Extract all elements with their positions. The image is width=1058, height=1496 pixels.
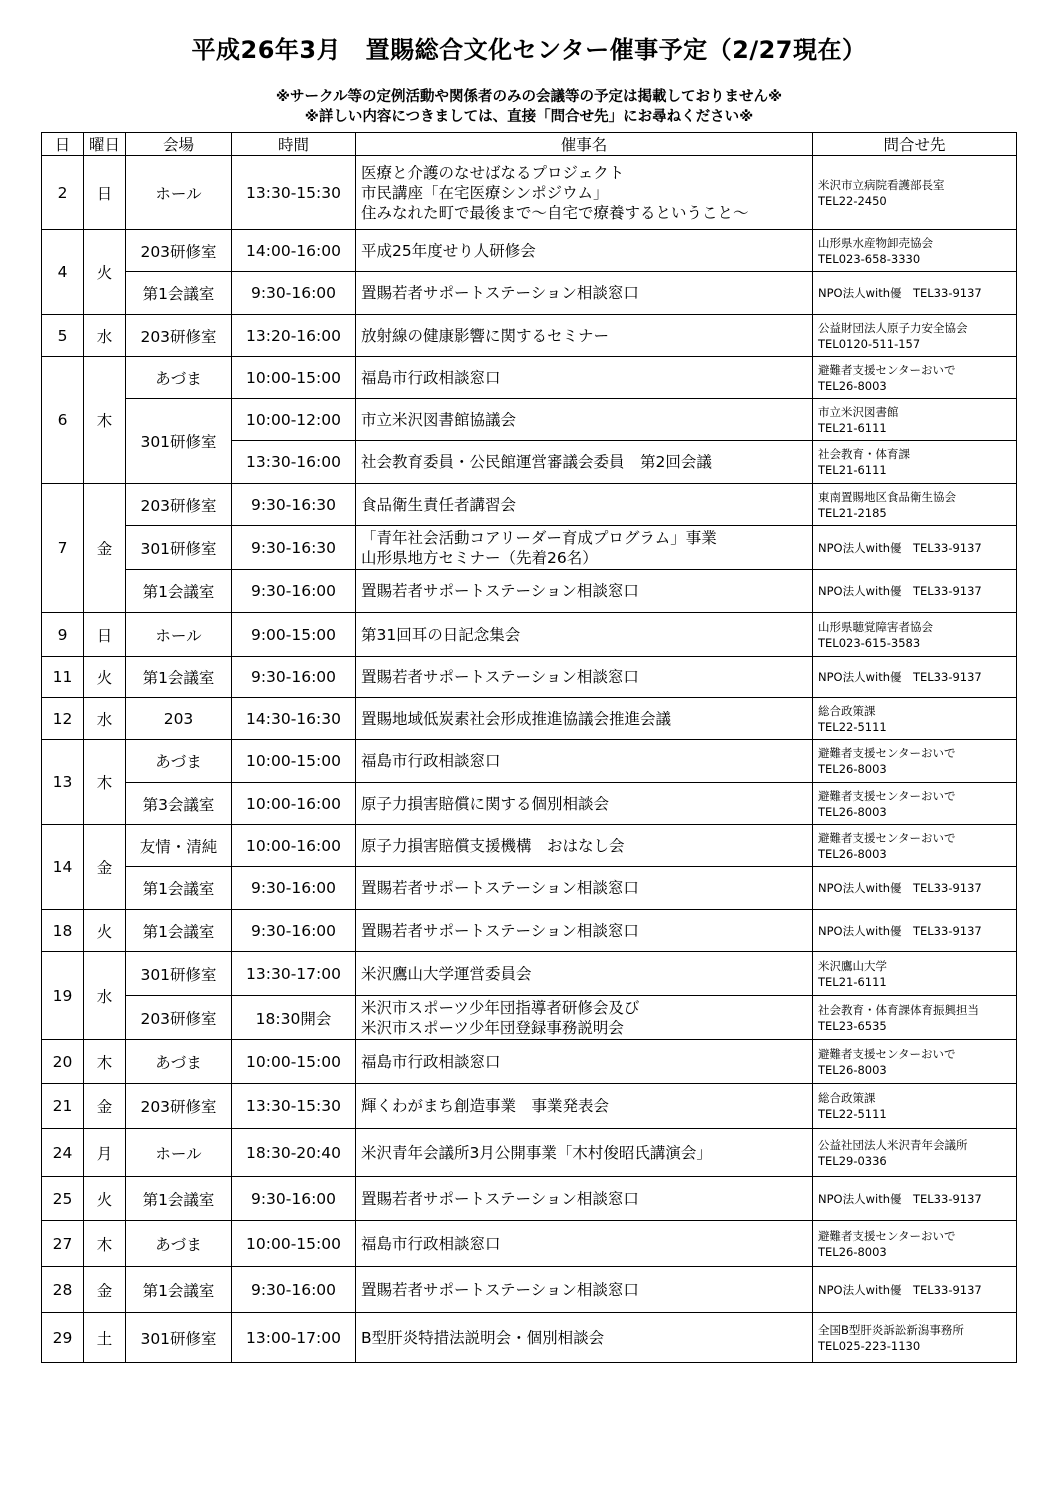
event-name-line: 住みなれた町で最後まで～自宅で療養するということ～ xyxy=(361,203,749,222)
contact-cell xyxy=(813,272,1017,315)
event-name-line: 置賜地域低炭素社会形成推進協議会推進会議 xyxy=(361,709,672,728)
time-cell: 10:00-12:00 xyxy=(232,399,356,441)
contact-phone: TEL21-6111 xyxy=(818,463,887,477)
contact-name: NPO法人with優 TEL33-9137 xyxy=(818,1282,982,1297)
event-name-line: 市民講座「在宅医療シンポジウム」 xyxy=(361,183,609,202)
venue-cell: 203研修室 xyxy=(126,315,232,357)
contact-phone: TEL26-8003 xyxy=(818,1062,887,1077)
event-name-line: 米沢市スポーツ少年団登録事務説明会 xyxy=(361,1018,624,1037)
time-cell: 9:30-16:00 xyxy=(232,867,356,910)
weekday-cell: 月 xyxy=(84,1129,126,1177)
contact-cell xyxy=(813,441,1017,484)
event-name-line: 置賜若者サポートステーション相談窓口 xyxy=(361,582,639,600)
contact-name: 米沢鷹山大学 xyxy=(818,958,887,973)
weekday-cell: 金 xyxy=(84,484,126,613)
contact-phone: TEL0120-511-157 xyxy=(818,336,921,351)
event-name-line: 放射線の健康影響に関するセミナー xyxy=(361,326,610,345)
event-name-cell xyxy=(356,1267,813,1313)
contact-name: 避難者支援センターおいで xyxy=(818,830,956,845)
header-time: 時間 xyxy=(232,133,356,156)
event-name-line: 食品衛生責任者講習会 xyxy=(361,495,517,514)
weekday-cell: 金 xyxy=(84,1267,126,1313)
event-name-cell xyxy=(356,315,813,357)
venue-cell: 第1会議室 xyxy=(126,1267,232,1313)
table-body xyxy=(42,156,1017,1363)
event-name-line: 第31回耳の日記念集会 xyxy=(361,625,521,644)
table-header-row xyxy=(42,133,1017,156)
venue-cell: 第1会議室 xyxy=(126,272,232,315)
day-cell: 27 xyxy=(42,1221,84,1267)
time-cell: 9:30-16:00 xyxy=(232,1177,356,1221)
weekday-cell: 日 xyxy=(84,156,126,230)
day-cell: 18 xyxy=(42,910,84,952)
contact-phone: TEL23-6535 xyxy=(818,1018,887,1033)
contact-phone: TEL26-8003 xyxy=(818,762,887,776)
table-row xyxy=(42,1177,1017,1221)
contact-name: 市立米沢図書館 xyxy=(818,404,899,419)
time-cell: 14:30-16:30 xyxy=(232,698,356,740)
contact-name: NPO法人with優 TEL33-9137 xyxy=(818,1191,982,1206)
contact-cell xyxy=(813,1313,1017,1363)
day-cell: 12 xyxy=(42,698,84,740)
table-row xyxy=(42,1129,1017,1177)
table-row xyxy=(42,156,1017,230)
contact-cell xyxy=(813,952,1017,996)
time-cell: 13:30-15:30 xyxy=(232,1084,356,1129)
table-row xyxy=(42,1313,1017,1363)
table-row xyxy=(42,867,1017,910)
contact-name: NPO法人with優 TEL33-9137 xyxy=(818,923,982,938)
table-row xyxy=(42,783,1017,825)
time-cell: 9:30-16:00 xyxy=(232,570,356,613)
contact-cell xyxy=(813,230,1017,272)
event-name-cell xyxy=(356,783,813,825)
day-cell: 13 xyxy=(42,740,84,825)
contact-name: NPO法人with優 TEL33-9137 xyxy=(818,286,982,300)
contact-cell xyxy=(813,1084,1017,1129)
contact-cell xyxy=(813,1040,1017,1084)
table-row xyxy=(42,657,1017,698)
event-name-line: 米沢鷹山大学運営委員会 xyxy=(361,964,532,983)
event-name-line: 置賜若者サポートステーション相談窓口 xyxy=(361,1189,639,1208)
venue-cell: あづま xyxy=(126,740,232,783)
contact-phone: TEL21-2185 xyxy=(818,505,887,520)
day-cell: 25 xyxy=(42,1177,84,1221)
weekday-cell: 日 xyxy=(84,613,126,657)
table-row xyxy=(42,1084,1017,1129)
contact-name: 避難者支援センターおいで xyxy=(818,746,956,760)
venue-cell: 203研修室 xyxy=(126,996,232,1040)
contact-phone: TEL26-8003 xyxy=(818,846,887,861)
venue-cell: 第3会議室 xyxy=(126,783,232,825)
event-name-line: 「青年社会活動コアリーダー育成プログラム」事業 xyxy=(361,528,717,547)
venue-cell: 第1会議室 xyxy=(126,657,232,698)
weekday-cell: 木 xyxy=(84,357,126,484)
table-row xyxy=(42,740,1017,783)
notice-line-1: ※サークル等の定例活動や関係者のみの会議等の予定は掲載しておりません※ xyxy=(275,89,783,105)
venue-cell: 第1会議室 xyxy=(126,910,232,952)
contact-name: NPO法人with優 TEL33-9137 xyxy=(818,881,982,895)
venue-cell: 301研修室 xyxy=(126,399,232,484)
contact-cell xyxy=(813,315,1017,357)
event-name-cell xyxy=(356,156,813,230)
event-name-cell xyxy=(356,1177,813,1221)
table-row xyxy=(42,484,1017,526)
event-name-cell xyxy=(356,698,813,740)
contact-name: 避難者支援センターおいで xyxy=(818,362,956,377)
contact-cell xyxy=(813,484,1017,526)
venue-cell: 第1会議室 xyxy=(126,570,232,613)
event-name-cell xyxy=(356,526,813,570)
event-name-cell xyxy=(356,484,813,526)
event-name-line: 置賜若者サポートステーション相談窓口 xyxy=(361,668,639,686)
venue-cell: 203研修室 xyxy=(126,230,232,272)
contact-name: NPO法人with優 TEL33-9137 xyxy=(818,540,982,555)
table-row xyxy=(42,230,1017,272)
venue-cell: 301研修室 xyxy=(126,526,232,570)
table-row xyxy=(42,1040,1017,1084)
time-cell: 10:00-16:00 xyxy=(232,783,356,825)
day-cell: 19 xyxy=(42,952,84,1040)
weekday-cell: 火 xyxy=(84,910,126,952)
contact-name: NPO法人with優 TEL33-9137 xyxy=(818,670,982,684)
day-cell: 9 xyxy=(42,613,84,657)
time-cell: 9:30-16:00 xyxy=(232,910,356,952)
event-name-line: 社会教育委員・公民館運営審議会委員 第2回会議 xyxy=(361,453,712,471)
table-row xyxy=(42,910,1017,952)
contact-name: 避難者支援センターおいで xyxy=(818,1046,956,1061)
event-name-line: 医療と介護のなせばなるプロジェクト xyxy=(361,163,625,182)
event-name-cell xyxy=(356,740,813,783)
time-cell: 13:30-15:30 xyxy=(232,156,356,230)
time-cell: 13:30-17:00 xyxy=(232,952,356,996)
venue-cell: 301研修室 xyxy=(126,1313,232,1363)
event-name-cell xyxy=(356,230,813,272)
contact-cell xyxy=(813,1221,1017,1267)
venue-cell: 友情・清純 xyxy=(126,825,232,867)
venue-cell: ホール xyxy=(126,613,232,657)
event-name-line: 置賜若者サポートステーション相談窓口 xyxy=(361,284,639,302)
contact-name: NPO法人with優 TEL33-9137 xyxy=(818,584,982,598)
header-contact: 問合せ先 xyxy=(813,133,1017,156)
table-row xyxy=(42,698,1017,740)
event-name-line: 山形県地方セミナー（先着26名） xyxy=(361,548,598,567)
day-cell: 29 xyxy=(42,1313,84,1363)
contact-phone: TEL023-615-3583 xyxy=(818,635,921,650)
time-cell: 13:00-17:00 xyxy=(232,1313,356,1363)
weekday-cell: 水 xyxy=(84,698,126,740)
contact-cell xyxy=(813,357,1017,399)
day-cell: 4 xyxy=(42,230,84,315)
event-name-cell xyxy=(356,570,813,613)
weekday-cell: 木 xyxy=(84,740,126,825)
contact-name: 米沢市立病院看護部長室 xyxy=(818,177,945,192)
event-name-cell xyxy=(356,613,813,657)
time-cell: 10:00-15:00 xyxy=(232,740,356,783)
event-name-cell xyxy=(356,357,813,399)
notice-line-2: ※詳しい内容につきましては、直接「問合せ先」にお尋ねください※ xyxy=(304,109,754,125)
time-cell: 10:00-15:00 xyxy=(232,1221,356,1267)
event-name-line: 福島市行政相談窓口 xyxy=(361,368,501,387)
contact-cell xyxy=(813,825,1017,867)
table-row xyxy=(42,570,1017,613)
table-row xyxy=(42,996,1017,1040)
contact-phone: TEL22-5111 xyxy=(818,719,887,734)
contact-name: 社会教育・体育課体育振興担当 xyxy=(818,1002,979,1017)
contact-name: 避難者支援センターおいで xyxy=(818,788,956,803)
contact-cell xyxy=(813,1129,1017,1177)
event-name-cell xyxy=(356,996,813,1040)
table-row xyxy=(42,357,1017,399)
event-name-line: 原子力損害賠償支援機構 おはなし会 xyxy=(361,836,625,855)
table-row xyxy=(42,613,1017,657)
table-row xyxy=(42,315,1017,357)
contact-cell xyxy=(813,867,1017,910)
contact-name: 総合政策課 xyxy=(818,1091,876,1105)
time-cell: 9:30-16:30 xyxy=(232,484,356,526)
day-cell: 7 xyxy=(42,484,84,613)
venue-cell: 203 xyxy=(126,698,232,740)
day-cell: 11 xyxy=(42,657,84,698)
day-cell: 5 xyxy=(42,315,84,357)
time-cell: 9:30-16:00 xyxy=(232,1267,356,1313)
venue-cell: 203研修室 xyxy=(126,1084,232,1129)
contact-name: 避難者支援センターおいで xyxy=(818,1228,956,1243)
contact-name: 全国B型肝炎訴訟新潟事務所 xyxy=(818,1322,964,1337)
contact-phone: TEL21-6111 xyxy=(818,974,887,989)
event-name-cell xyxy=(356,910,813,952)
weekday-cell: 水 xyxy=(84,952,126,1040)
time-cell: 9:30-16:00 xyxy=(232,657,356,698)
venue-cell: 第1会議室 xyxy=(126,867,232,910)
event-name-cell xyxy=(356,1040,813,1084)
time-cell: 9:00-15:00 xyxy=(232,613,356,657)
contact-phone: TEL26-8003 xyxy=(818,378,887,393)
venue-cell: 301研修室 xyxy=(126,952,232,996)
weekday-cell: 木 xyxy=(84,1040,126,1084)
venue-cell: あづま xyxy=(126,357,232,399)
contact-name: 社会教育・体育課 xyxy=(818,447,910,461)
weekday-cell: 火 xyxy=(84,1177,126,1221)
venue-cell: ホール xyxy=(126,156,232,230)
table-row xyxy=(42,272,1017,315)
event-name-cell xyxy=(356,1221,813,1267)
contact-cell xyxy=(813,613,1017,657)
time-cell: 13:30-16:00 xyxy=(232,441,356,484)
event-name-line: 置賜若者サポートステーション相談窓口 xyxy=(361,879,639,897)
contact-phone: TEL025-223-1130 xyxy=(818,1338,921,1353)
time-cell: 10:00-16:00 xyxy=(232,825,356,867)
event-name-line: 原子力損害賠償に関する個別相談会 xyxy=(361,794,610,813)
table-row xyxy=(42,952,1017,996)
contact-name: 公益財団法人原子力安全協会 xyxy=(818,320,968,335)
day-cell: 20 xyxy=(42,1040,84,1084)
venue-cell: 第1会議室 xyxy=(126,1177,232,1221)
event-name-line: 米沢青年会議所3月公開事業「木村俊昭氏講演会」 xyxy=(361,1143,712,1162)
contact-phone: TEL22-5111 xyxy=(818,1107,887,1121)
event-name-cell xyxy=(356,1313,813,1363)
day-cell: 14 xyxy=(42,825,84,910)
header-weekday: 曜日 xyxy=(84,133,126,156)
table-row xyxy=(42,399,1017,441)
contact-cell xyxy=(813,657,1017,698)
event-name-cell xyxy=(356,867,813,910)
contact-phone: TEL023-658-3330 xyxy=(818,251,921,266)
event-name-line: 福島市行政相談窓口 xyxy=(361,1052,501,1071)
event-name-line: 福島市行政相談窓口 xyxy=(361,1234,501,1253)
time-cell: 9:30-16:30 xyxy=(232,526,356,570)
contact-cell xyxy=(813,910,1017,952)
venue-cell: あづま xyxy=(126,1040,232,1084)
day-cell: 2 xyxy=(42,156,84,230)
contact-cell xyxy=(813,399,1017,441)
event-name-line: 置賜若者サポートステーション相談窓口 xyxy=(361,921,639,940)
weekday-cell: 水 xyxy=(84,315,126,357)
time-cell: 18:30開会 xyxy=(232,996,356,1040)
time-cell: 14:00-16:00 xyxy=(232,230,356,272)
contact-cell xyxy=(813,156,1017,230)
contact-name: 公益社団法人米沢青年会議所 xyxy=(818,1137,968,1152)
contact-name: 山形県聴覚障害者協会 xyxy=(818,619,933,634)
contact-cell xyxy=(813,698,1017,740)
event-name-line: 市立米沢図書館協議会 xyxy=(361,410,517,429)
weekday-cell: 火 xyxy=(84,230,126,315)
table-row xyxy=(42,526,1017,570)
event-name-line: 福島市行政相談窓口 xyxy=(361,752,501,770)
contact-cell xyxy=(813,783,1017,825)
table-row xyxy=(42,1221,1017,1267)
event-name-line: B型肝炎特措法説明会・個別相談会 xyxy=(361,1328,605,1347)
event-name-cell xyxy=(356,399,813,441)
weekday-cell: 金 xyxy=(84,1084,126,1129)
contact-phone: TEL22-2450 xyxy=(818,193,887,208)
venue-cell: あづま xyxy=(126,1221,232,1267)
contact-cell xyxy=(813,996,1017,1040)
event-name-line: 米沢市スポーツ少年団指導者研修会及び xyxy=(361,998,640,1017)
header-event: 催事名 xyxy=(356,133,813,156)
contact-name: 東南置賜地区食品衛生協会 xyxy=(818,489,956,504)
header-day: 日 xyxy=(42,133,84,156)
day-cell: 21 xyxy=(42,1084,84,1129)
time-cell: 10:00-15:00 xyxy=(232,357,356,399)
time-cell: 10:00-15:00 xyxy=(232,1040,356,1084)
event-name-line: 置賜若者サポートステーション相談窓口 xyxy=(361,1280,639,1299)
contact-cell xyxy=(813,1267,1017,1313)
weekday-cell: 火 xyxy=(84,657,126,698)
event-name-line: 平成25年度せり人研修会 xyxy=(361,241,536,260)
table-row xyxy=(42,825,1017,867)
event-name-cell xyxy=(356,1129,813,1177)
contact-cell xyxy=(813,570,1017,613)
contact-phone: TEL26-8003 xyxy=(818,1244,887,1259)
contact-phone: TEL26-8003 xyxy=(818,804,887,819)
time-cell: 18:30-20:40 xyxy=(232,1129,356,1177)
weekday-cell: 金 xyxy=(84,825,126,910)
contact-name: 総合政策課 xyxy=(818,703,876,718)
contact-cell xyxy=(813,740,1017,783)
day-cell: 6 xyxy=(42,357,84,484)
weekday-cell: 土 xyxy=(84,1313,126,1363)
header-venue: 会場 xyxy=(126,133,232,156)
event-name-cell xyxy=(356,657,813,698)
page-title: 平成26年3月 置賜総合文化センター催事予定（2/27現在） xyxy=(191,36,867,64)
day-cell: 24 xyxy=(42,1129,84,1177)
time-cell: 13:20-16:00 xyxy=(232,315,356,357)
event-name-line: 輝くわがまち創造事業 事業発表会 xyxy=(361,1097,610,1115)
venue-cell: ホール xyxy=(126,1129,232,1177)
contact-cell xyxy=(813,1177,1017,1221)
event-name-cell xyxy=(356,1084,813,1129)
contact-name: 山形県水産物卸売協会 xyxy=(818,235,933,250)
event-name-cell xyxy=(356,952,813,996)
table-row xyxy=(42,1267,1017,1313)
event-name-cell xyxy=(356,825,813,867)
event-name-cell xyxy=(356,272,813,315)
contact-cell xyxy=(813,526,1017,570)
day-cell: 28 xyxy=(42,1267,84,1313)
venue-cell: 203研修室 xyxy=(126,484,232,526)
contact-phone: TEL21-6111 xyxy=(818,420,887,435)
time-cell: 9:30-16:00 xyxy=(232,272,356,315)
event-schedule-table xyxy=(41,132,1017,1363)
weekday-cell: 木 xyxy=(84,1221,126,1267)
contact-phone: TEL29-0336 xyxy=(818,1153,887,1168)
event-name-cell xyxy=(356,441,813,484)
